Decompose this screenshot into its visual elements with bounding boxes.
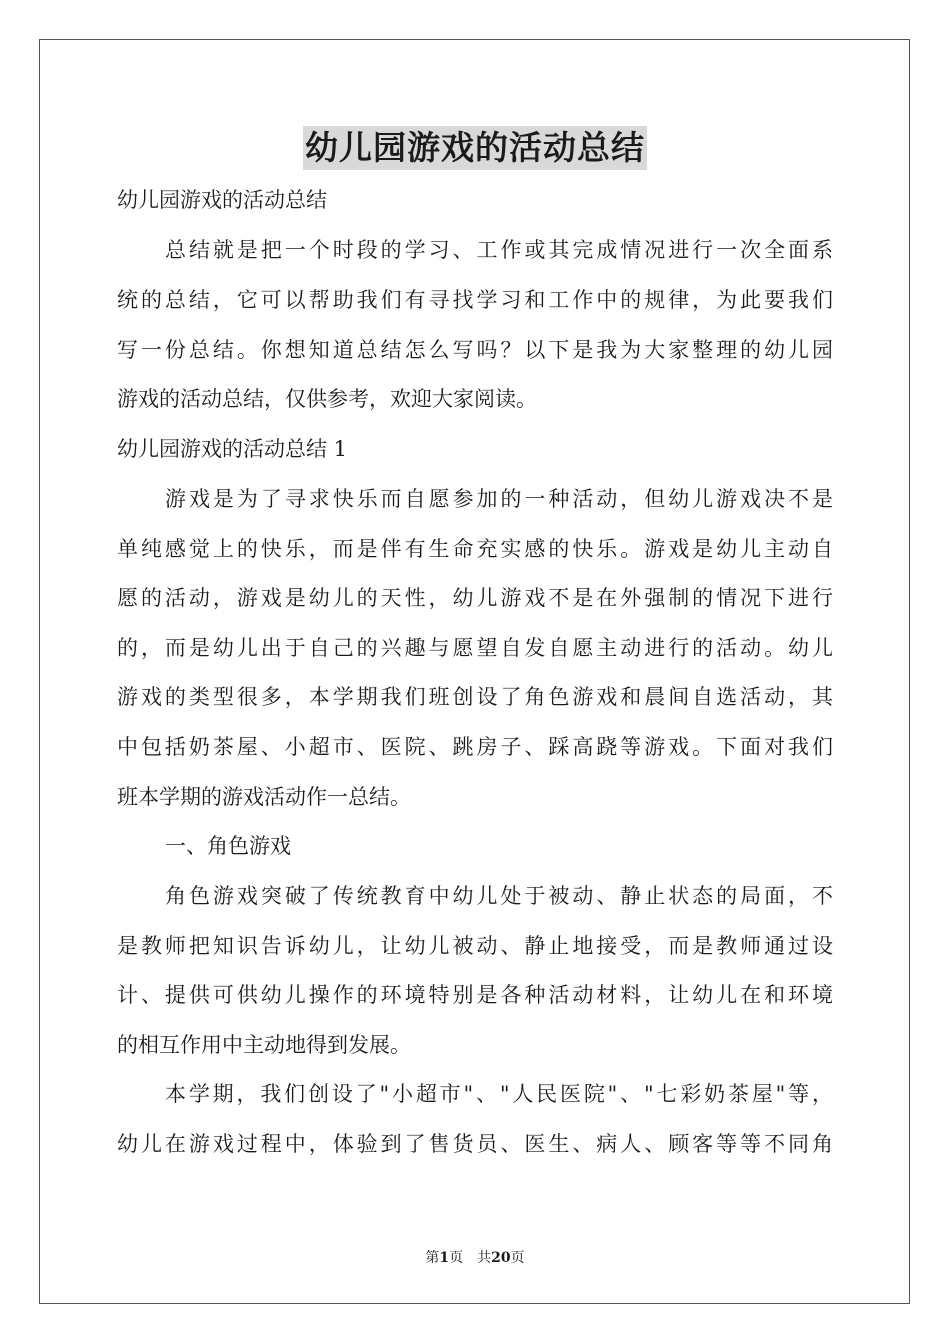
paragraph-line: 班本学期的游戏活动作一总结。 xyxy=(117,785,411,809)
paragraph-line: 中包括奶茶屋、小超市、医院、跳房子、踩高跷等游戏。下面对我们 xyxy=(117,735,833,759)
paragraph-line: 愿的活动，游戏是幼儿的天性，幼儿游戏不是在外强制的情况下进行 xyxy=(117,586,833,610)
paragraph-line: 游戏的活动总结，仅供参考，欢迎大家阅读。 xyxy=(117,387,537,411)
footer-page-suffix: 页 xyxy=(510,1250,525,1266)
footer-page-total: 20 xyxy=(491,1250,511,1266)
paragraph-line: 计、提供可供幼儿操作的环境特别是各种活动材料，让幼儿在和环境 xyxy=(117,983,833,1007)
paragraph-line: 幼儿在游戏过程中，体验到了售货员、医生、病人、顾客等等不同角 xyxy=(117,1132,833,1156)
paragraph-line: 写一份总结。你想知道总结怎么写吗？以下是我为大家整理的幼儿园 xyxy=(117,338,833,362)
paragraph-line: 的相互作用中主动地得到发展。 xyxy=(117,1033,411,1057)
title-container xyxy=(0,126,950,170)
subsection-heading: 一、角色游戏 xyxy=(165,834,291,858)
paragraph-line: 总结就是把一个时段的学习、工作或其完成情况进行一次全面系 xyxy=(165,238,833,262)
section-heading: 幼儿园游戏的活动总结 1 xyxy=(117,437,348,461)
paragraph-line: 统的总结，它可以帮助我们有寻找学习和工作中的规律，为此要我们 xyxy=(117,288,833,312)
footer-page-current: 1 xyxy=(439,1250,450,1266)
page-border xyxy=(39,39,910,1304)
subtitle-line: 幼儿园游戏的活动总结 xyxy=(117,188,327,212)
paragraph-line: 本学期，我们创设了"小超市"、"人民医院"、"七彩奶茶屋"等， xyxy=(165,1082,833,1106)
paragraph-line: 是教师把知识告诉幼儿，让幼儿被动、静止地接受，而是教师通过设 xyxy=(117,934,833,958)
page-footer xyxy=(0,1248,950,1268)
paragraph-line: 的，而是幼儿出于自己的兴趣与愿望自发自愿主动进行的活动。幼儿 xyxy=(117,636,833,660)
paragraph-line: 游戏是为了寻求快乐而自愿参加的一种活动，但幼儿游戏决不是 xyxy=(165,487,833,511)
paragraph-line: 游戏的类型很多，本学期我们班创设了角色游戏和晨间自选活动，其 xyxy=(117,685,833,709)
footer-page-prefix: 第 xyxy=(425,1250,440,1266)
paragraph-line: 单纯感觉上的快乐，而是伴有生命充实感的快乐。游戏是幼儿主动自 xyxy=(117,537,833,561)
paragraph-line: 角色游戏突破了传统教育中幼儿处于被动、静止状态的局面，不 xyxy=(165,884,833,908)
footer-page-mid: 页 共 xyxy=(449,1250,492,1266)
document-title: 幼儿园游戏的活动总结 xyxy=(303,126,647,170)
